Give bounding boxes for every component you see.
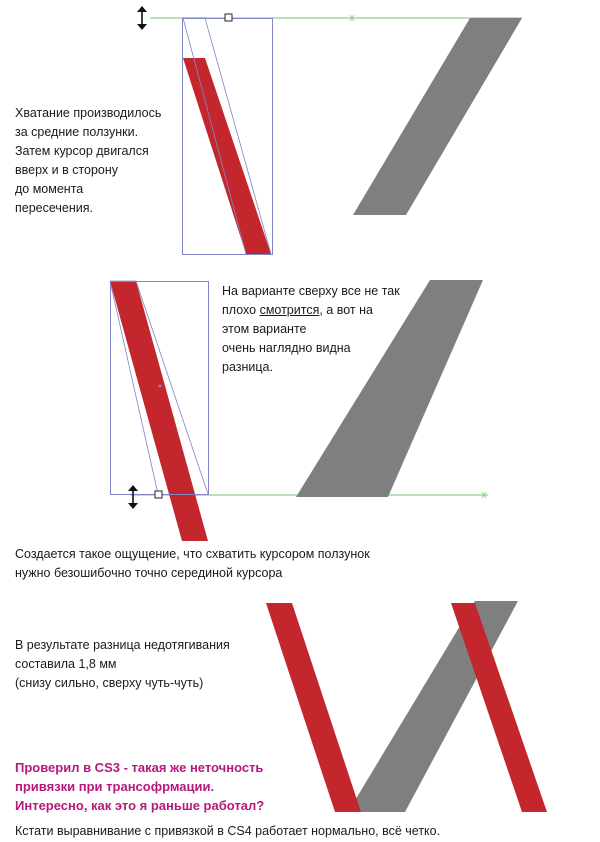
note-line: Создается такое ощущение, что схватить курсором ползунок xyxy=(15,547,370,561)
note-result xyxy=(15,636,230,693)
note-grab-description xyxy=(15,104,161,218)
middle-handle[interactable] xyxy=(225,14,232,21)
note-line: Проверил в CS3 - такая же неточность xyxy=(15,760,264,775)
note-cs3-check xyxy=(15,758,264,815)
note-line: этом варианте xyxy=(222,322,307,336)
vertical-resize-cursor-icon xyxy=(128,485,138,509)
note-comparison xyxy=(222,282,400,377)
note-line xyxy=(222,301,400,320)
note-cs4-alignment: Кстати выравнивание с привязкой в CS4 работает нормально, всё четко. xyxy=(15,824,441,838)
result-comparison xyxy=(266,601,547,812)
middle-handle[interactable] xyxy=(155,491,162,498)
note-line: очень наглядно видна xyxy=(222,341,351,355)
note-line: вверх и в сторону xyxy=(15,163,119,177)
note-text: , а вот на xyxy=(319,303,373,317)
note-line: В результате разница недотягивания xyxy=(15,638,230,652)
note-line: нужно безошибочно точно серединой курсора xyxy=(15,566,283,580)
example-top xyxy=(137,6,522,255)
note-line: На варианте сверху все не так xyxy=(222,284,400,298)
note-line: Хватание производилось xyxy=(15,106,162,120)
note-line: Затем курсор двигался xyxy=(15,144,149,158)
note-line: составила 1,8 мм xyxy=(15,657,117,671)
note-line: до момента xyxy=(15,182,84,196)
underlined-word: смотрится xyxy=(259,303,320,317)
note-text: плохо xyxy=(222,303,260,317)
note-line: привязки при трансофрмации. xyxy=(15,779,215,794)
note-line: (снизу сильно, сверху чуть-чуть) xyxy=(15,676,204,690)
vertical-resize-cursor-icon xyxy=(137,6,147,30)
gray-stripe xyxy=(353,18,522,215)
red-stripe xyxy=(183,58,271,254)
note-line: разница. xyxy=(222,360,273,374)
center-point xyxy=(159,385,162,388)
note-line: Интересно, как это я раньше работал? xyxy=(15,798,265,813)
red-stripe xyxy=(110,281,208,541)
note-line: за средние ползунки. xyxy=(15,125,139,139)
note-cursor-precision xyxy=(15,545,370,583)
note-line: пересечения. xyxy=(15,201,94,215)
red-stripe-left xyxy=(266,603,361,812)
